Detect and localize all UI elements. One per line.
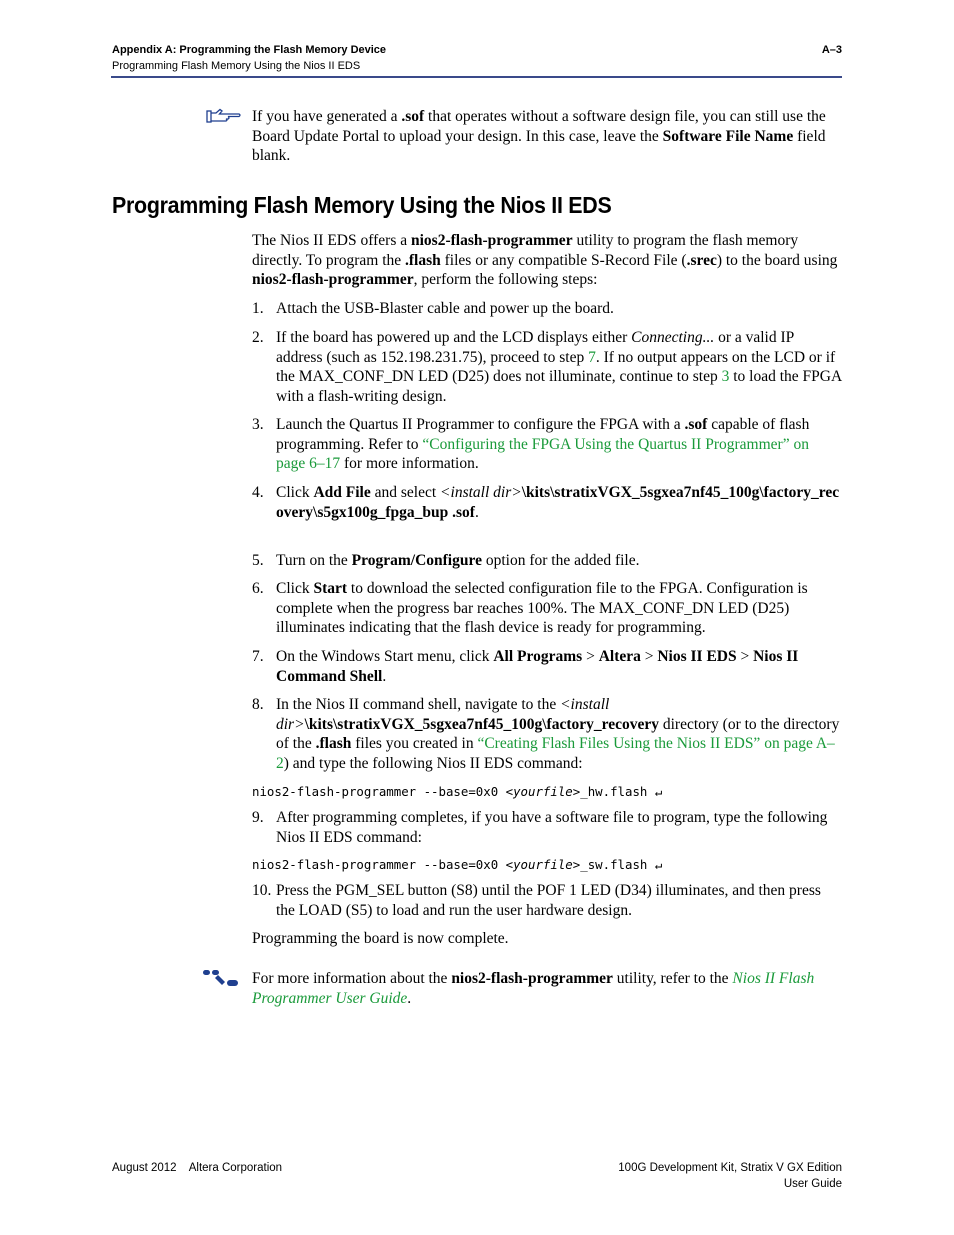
link-creating-flash-files[interactable]: “Creating Flash Files Using the Nios II EDS” on page A–2 xyxy=(276,735,835,772)
link-step-7[interactable]: 7 xyxy=(588,348,596,366)
reference-arrow-icon xyxy=(201,969,239,987)
reference-note: For more information about the nios2-flash-programmer utility, refer to the Nios II Flash Programmer User Guide. xyxy=(252,970,815,1007)
footer-kit-name: 100G Development Kit, Stratix V GX Edition xyxy=(618,1162,842,1174)
step-number: 4. xyxy=(252,484,264,501)
header-page-number: A–3 xyxy=(821,44,842,56)
step-text: If the board has powered up and the LCD displays either Connecting... or a valid IP address (such as 152.198.231.75), proceed to step 7. If no output appears on the LCD or if the MAX_CONF_DN LED (D25) does not illuminate, continue to step 3 to load the FPGA with a flash-writing design. xyxy=(276,329,842,405)
header-section: Programming Flash Memory Using the Nios II EDS xyxy=(112,60,361,72)
step-7 xyxy=(252,647,842,686)
footer-guide-name: User Guide xyxy=(783,1178,842,1190)
header-chapter: Appendix A: Programming the Flash Memory Device xyxy=(112,44,387,56)
step-text: After programming completes, if you have a software file to program, type the following Nios II EDS command: xyxy=(276,809,828,846)
step-text: Turn on the Program/Configure option for the added file. xyxy=(276,552,640,569)
step-number: 9. xyxy=(252,809,264,826)
command-sw-flash: nios2-flash-programmer --base=0x0 <yourfile>_sw.flash ↵ xyxy=(252,857,663,872)
step-8 xyxy=(252,695,842,773)
completion-paragraph: Programming the board is now complete. xyxy=(252,930,509,947)
step-text: Click Add File and select <install dir>\kits\stratixVGX_5sgxea7nf45_100g\factory_recovery\s5gx100g_fpga_bup .sof. xyxy=(276,484,840,521)
link-configuring-fpga[interactable]: “Configuring the FPGA Using the Quartus II Programmer” on page 6–17 xyxy=(276,435,809,473)
step-4 xyxy=(252,483,842,522)
step-number: 10. xyxy=(252,882,272,899)
step-number: 1. xyxy=(252,300,264,317)
command-hw-flash: nios2-flash-programmer --base=0x0 <yourfile>_hw.flash ↵ xyxy=(252,784,663,799)
step-2 xyxy=(252,328,842,406)
step-text: In the Nios II command shell, navigate to the <install dir>\kits\stratixVGX_5sgxea7nf45_100g\factory_recovery directory (or to the directory of the .flash files you created in “Creating Flash Files Using the Nios II EDS” on page A–2) and type the following Nios II EDS command: xyxy=(276,696,840,772)
intro-paragraph: The Nios II EDS offers a nios2-flash-programmer utility to program the flash memory directly. To program the .flash files or any compatible S-Record File (.srec) to the board using nios2-flash-programmer, perform the following steps: xyxy=(252,232,838,289)
step-10 xyxy=(252,881,842,920)
footer-date-company: August 2012 Altera Corporation xyxy=(112,1162,283,1174)
link-step-3[interactable]: 3 xyxy=(721,368,730,386)
step-text: Attach the USB-Blaster cable and power up the board. xyxy=(276,300,614,317)
step-number: 7. xyxy=(252,648,264,665)
step-number: 5. xyxy=(252,552,264,569)
step-5 xyxy=(252,551,842,571)
enter-key-icon: ↵ xyxy=(654,784,663,799)
link-flash-programmer-guide[interactable]: Nios II Flash Programmer User Guide xyxy=(252,970,815,1007)
page-header xyxy=(112,42,842,74)
step-9 xyxy=(252,808,842,847)
step-text: Launch the Quartus II Programmer to configure the FPGA with a .sof capable of flash programming. Refer to “Configuring the FPGA Using the Quartus II Programmer” on page 6–17 for more information. xyxy=(276,416,810,473)
header-rule xyxy=(111,76,842,78)
enter-key-icon: ↵ xyxy=(654,857,663,872)
step-text: Press the PGM_SEL button (S8) until the POF 1 LED (D34) illuminates, and then press the LOAD (S5) to load and run the user hardware design. xyxy=(276,882,821,919)
step-number: 3. xyxy=(252,416,264,433)
step-number: 8. xyxy=(252,696,264,713)
step-3 xyxy=(252,415,842,474)
software-file-note: If you have generated a .sof that operates without a software design file, you can still use the Board Update Portal to upload your design. In this case, leave the Software File Name field blank. xyxy=(252,108,826,165)
step-6 xyxy=(252,579,842,638)
step-number: 2. xyxy=(252,329,264,346)
step-text: Click Start to download the selected configuration file to the FPGA. Configuration is complete when the progress bar reaches 100%. The MAX_CONF_DN LED (D25) illuminates indicating that the flash device is ready for programming. xyxy=(276,580,808,637)
footer-doc-title xyxy=(618,1160,842,1192)
step-number: 6. xyxy=(252,580,264,597)
section-heading: Programming Flash Memory Using the Nios II EDS xyxy=(112,192,612,218)
pointing-hand-icon xyxy=(206,108,242,124)
step-1 xyxy=(252,299,842,319)
step-text: On the Windows Start menu, click All Programs > Altera > Nios II EDS > Nios II Command Shell. xyxy=(276,648,799,685)
